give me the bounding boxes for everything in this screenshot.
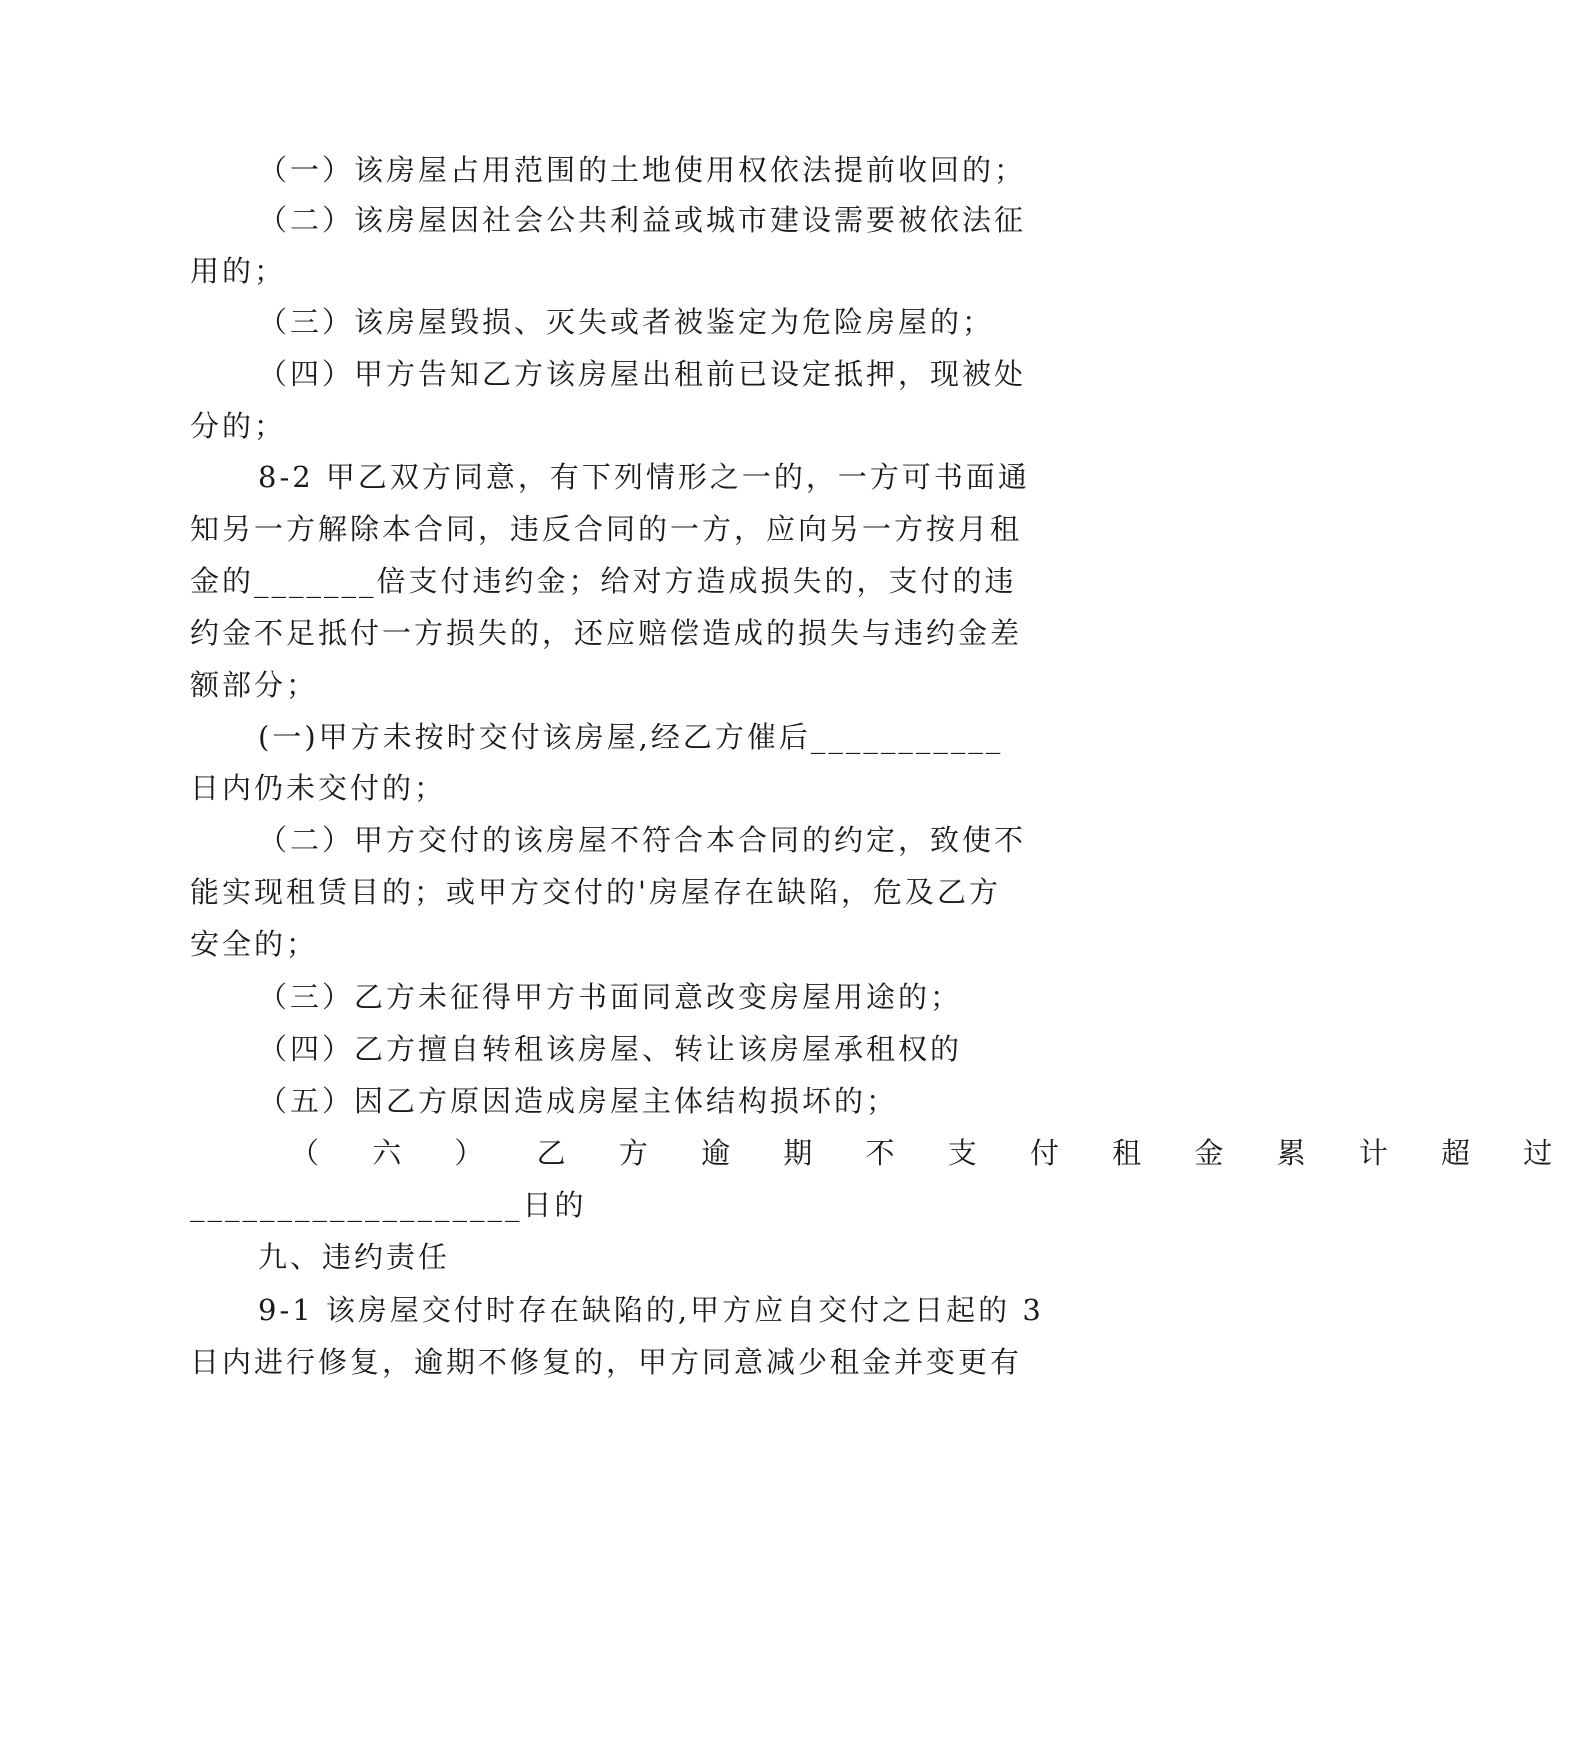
clause-line: （一）该房屋占用范围的土地使用权依法提前收回的； xyxy=(258,153,1027,187)
clause-line: 9-1 该房屋交付时存在缺陷的,甲方应自交付之日起的 3 xyxy=(258,1293,1044,1327)
section-heading: 九、违约责任 xyxy=(258,1240,451,1274)
clause-line: 分的； xyxy=(190,409,287,443)
clause-line: 用的； xyxy=(190,254,287,288)
clause-line: 8-2 甲乙双方同意，有下列情形之一的，一方可书面通 xyxy=(258,460,1030,494)
clause-line: （三）该房屋毁损、灭失或者被鉴定为危险房屋的； xyxy=(258,305,995,339)
clause-line: （ 六 ） 乙 方 逾 期 不 支 付 租 金 累 计 超 过 xyxy=(290,1136,1574,1170)
clause-line: （三）乙方未征得甲方书面同意改变房屋用途的； xyxy=(258,980,963,1014)
clause-line: 知另一方解除本合同，违反合同的一方，应向另一方按月租 xyxy=(190,512,1023,546)
clause-line: 日内进行修复，逾期不修复的，甲方同意减少租金并变更有 xyxy=(190,1345,1023,1379)
clause-line: 能实现租赁目的；或甲方交付的'房屋存在缺陷，危及乙方 xyxy=(190,875,1001,909)
clause-line: （二）甲方交付的该房屋不符合本合同的约定，致使不 xyxy=(258,823,1027,857)
clause-line: 金的_______倍支付违约金；给对方造成损失的，支付的违 xyxy=(190,564,1017,598)
clause-line: 安全的； xyxy=(190,927,319,961)
clause-line: （四）乙方擅自转租该房屋、转让该房屋承租权的 xyxy=(258,1032,963,1066)
clause-line: （二）该房屋因社会公共利益或城市建设需要被依法征 xyxy=(258,203,1027,237)
clause-line: （五）因乙方原因造成房屋主体结构损坏的； xyxy=(258,1084,899,1118)
clause-line: （四）甲方告知乙方该房屋出租前已设定抵押，现被处 xyxy=(258,357,1027,391)
clause-line: 日内仍未交付的； xyxy=(190,771,447,805)
clause-line: (一)甲方未按时交付该房屋,经乙方催后___________ xyxy=(258,720,1004,754)
clause-line: 额部分； xyxy=(190,668,319,702)
clause-line: 约金不足抵付一方损失的，还应赔偿造成的损失与违约金差 xyxy=(190,616,1023,650)
clause-line: ___________________日的 xyxy=(190,1188,587,1222)
